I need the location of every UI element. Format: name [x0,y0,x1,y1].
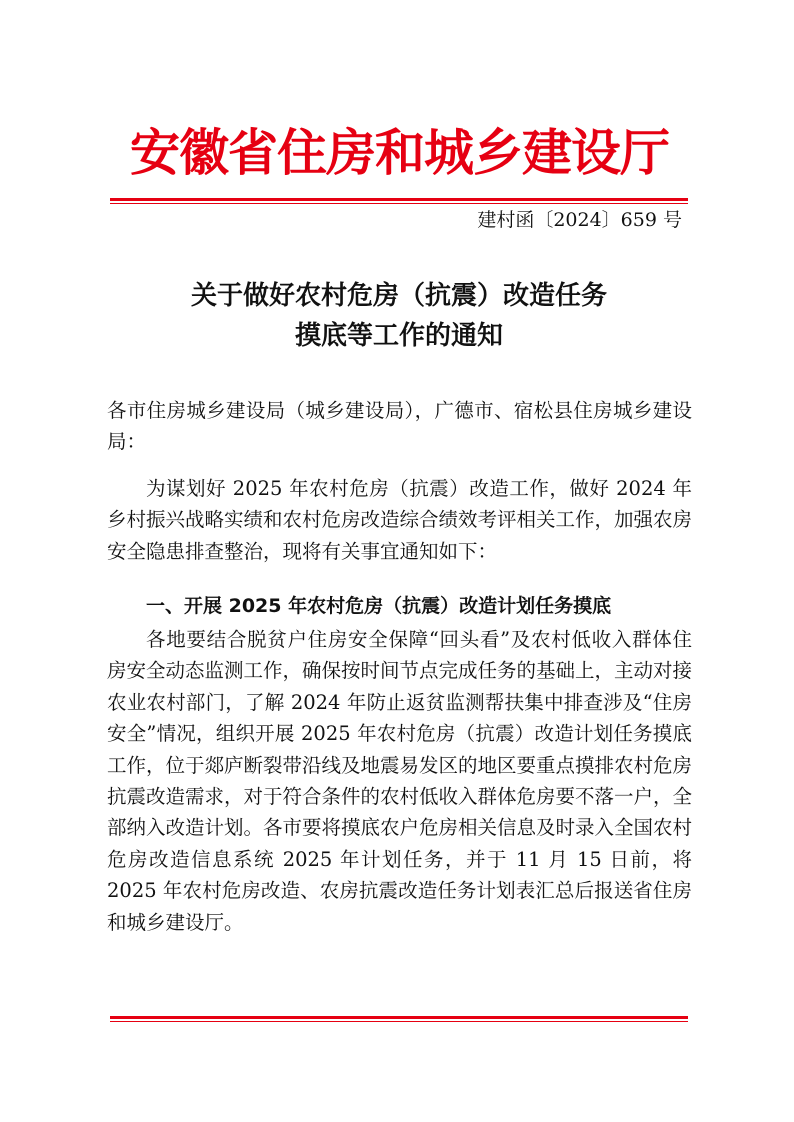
letterhead-rule-thin [110,203,688,204]
recipient-line: 各市住房城乡建设局（城乡建设局），广德市、宿松县住房城乡建设局： [107,399,692,454]
document-number: 建村函〔2024〕659 号 [477,209,682,231]
notice-title-line-1: 关于做好农村危房（抗震）改造任务 [190,281,607,311]
section-1-paragraph: 各地要结合脱贫户住房安全保障“回头看”及农村低收入群体住房安全动态监测工作，确保按时间节点完成任务的基础上，主动对接农业农村部门，了解 2024 年防止返贫监测帮扶集中排查涉及“住房安全”情况，组织开展 2025 年农村危房（抗震）改造计划任务摸底工作，位于郯庐断裂带沿线及地震易发区的地区要重点摸排农村危房抗震改造需求，对于符合条件的农村低收入群体危房要不落一户，全部纳入改造计划。各市要将摸底农户危房相关信息及时录入全国农村危房改造信息系统 2025 年计划任务，并于 11 月 15 日前，将 2025 年农村危房改造、农房抗震改造任务计划表汇总后报送省住房和城乡建设厅。 [107,628,693,934]
letterhead-title: 安徽省住房和城乡建设厅 [130,123,669,182]
footer-rule-thick [110,1016,688,1019]
intro-paragraph: 为谋划好 2025 年农村危房（抗震）改造工作，做好 2024 年乡村振兴战略实绩和农村危房改造综合绩效考评相关工作，加强农房安全隐患排查整治，现将有关事宜通知如下： [107,477,693,563]
section-heading-1: 一、开展 2025 年农村危房（抗震）改造计划任务摸底 [146,595,612,617]
notice-title-line-2: 摸底等工作的通知 [294,321,503,351]
footer-rule-thin [110,1021,688,1022]
letterhead-rule-thick [110,198,688,201]
